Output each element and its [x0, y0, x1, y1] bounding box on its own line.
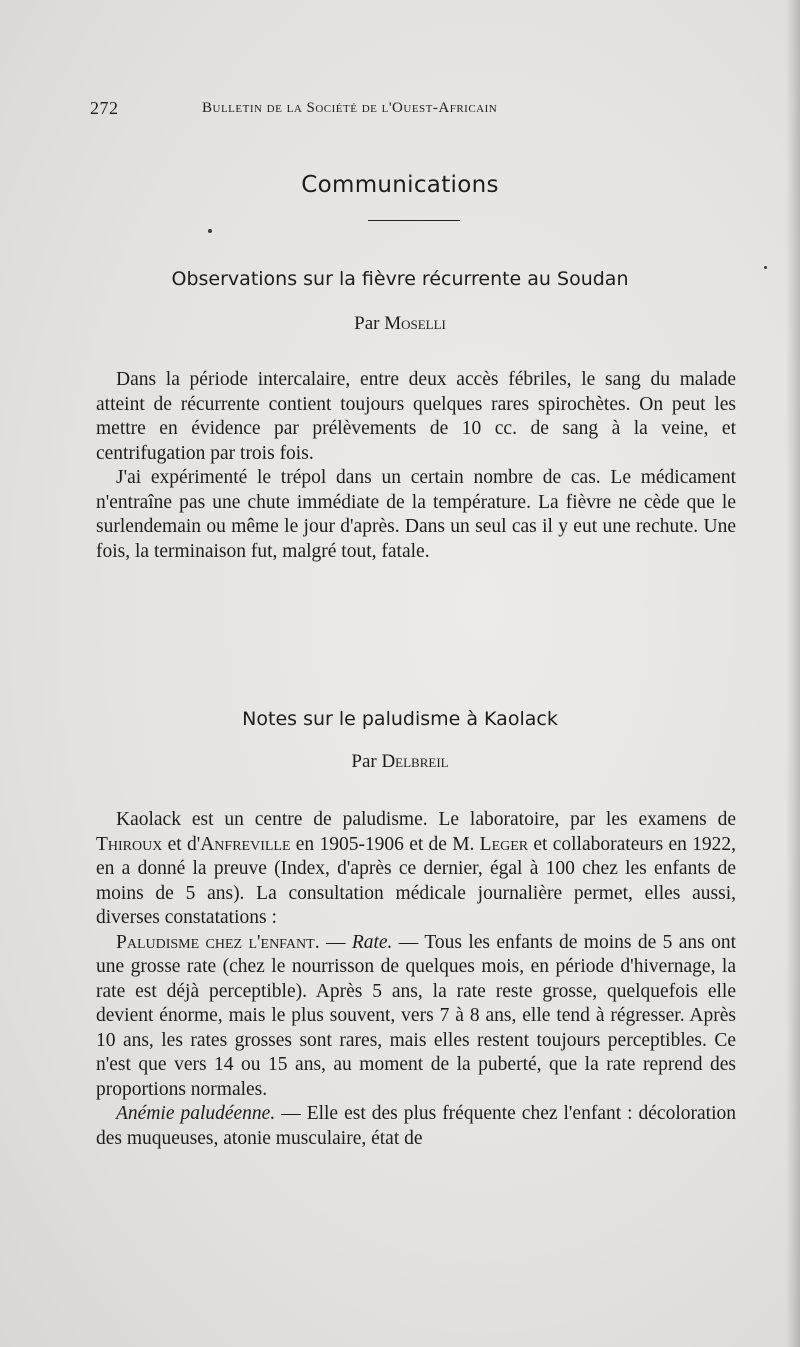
author-name: Moselli — [384, 313, 446, 334]
article-title-recurrente: Observations sur la fièvre récurrente au Soudan — [171, 268, 629, 290]
person-name: Thiroux — [96, 833, 163, 855]
topic-heading: Rate. — [351, 931, 393, 953]
byline-prefix: Par — [354, 313, 380, 334]
section-divider — [368, 220, 460, 221]
paragraph: Dans la période intercalaire, entre deux accès fébriles, le sang du malade atteint de récurrente contient toujours quelques rares spirochètes. On peut les mettre en évidence par prélèvements de 10 cc. de sang à la veine, et centrifugation par trois fois. — [96, 369, 736, 464]
journal-title: Bulletin de la Société de l'Ouest-Africain — [202, 100, 498, 116]
article-body-recurrente — [96, 368, 736, 564]
subsection-heading: Paludisme chez l'enfant. — [116, 931, 320, 953]
running-head — [90, 98, 740, 122]
page-edge-shadow — [786, 0, 800, 1347]
author-name: Delbreil — [381, 751, 449, 772]
section-title: Communications — [301, 172, 499, 198]
article-body-paludisme — [96, 808, 736, 1151]
topic-heading: Anémie paludéenne. — [116, 1103, 276, 1124]
ink-speck — [208, 229, 212, 233]
article-byline-moselli — [0, 313, 800, 335]
paragraph: Anémie paludéenne. — Elle est des plus fréquente chez l'enfant : décoloration des muqueuses, atonie musculaire, état de — [96, 1103, 736, 1149]
person-name: Anfreville — [200, 833, 291, 855]
byline-prefix: Par — [351, 751, 377, 772]
paragraph: J'ai expérimenté le trépol dans un certain nombre de cas. Le médicament n'entraîne pas une chute immédiate de la température. La fièvre ne cède que le surlendemain ou même le jour d'après. Dans un seul cas il y eut une rechute. Une fois, la terminaison fut, malgré tout, fatale. — [96, 467, 736, 562]
paragraph: Kaolack est un centre de paludisme. Le laboratoire, par les examens de Thiroux et d'Anfreville en 1905-1906 et de M. Leger et collaborateurs en 1922, en a donné la preuve (Index, d'après ce dernier, égal à 100 chez les enfants de moins de 5 ans). La consultation médicale journalière permet, elles aussi, diverses constatations : — [96, 809, 736, 928]
person-name: Leger — [479, 833, 529, 855]
page-number: 272 — [90, 98, 119, 118]
article-byline-delbreil — [0, 751, 800, 773]
paragraph: Paludisme chez l'enfant. — Rate. — Tous les enfants de moins de 5 ans ont une grosse rate (chez le nourrisson de quelques mois, en période d'hivernage, la rate est déjà perceptible). Après 5 ans, la rate reste grosse, quelquefois elle devient énorme, mais le plus souvent, vers 7 à 8 ans, elle tend à régresser. Après 10 ans, les rates grosses sont rares, mais elles restent toujours perceptibles. Ce n'est que vers 14 ou 15 ans, au moment de la puberté, que la rate reprend des proportions normales. — [96, 931, 737, 1100]
article-title-paludisme: Notes sur le paludisme à Kaolack — [242, 708, 558, 730]
